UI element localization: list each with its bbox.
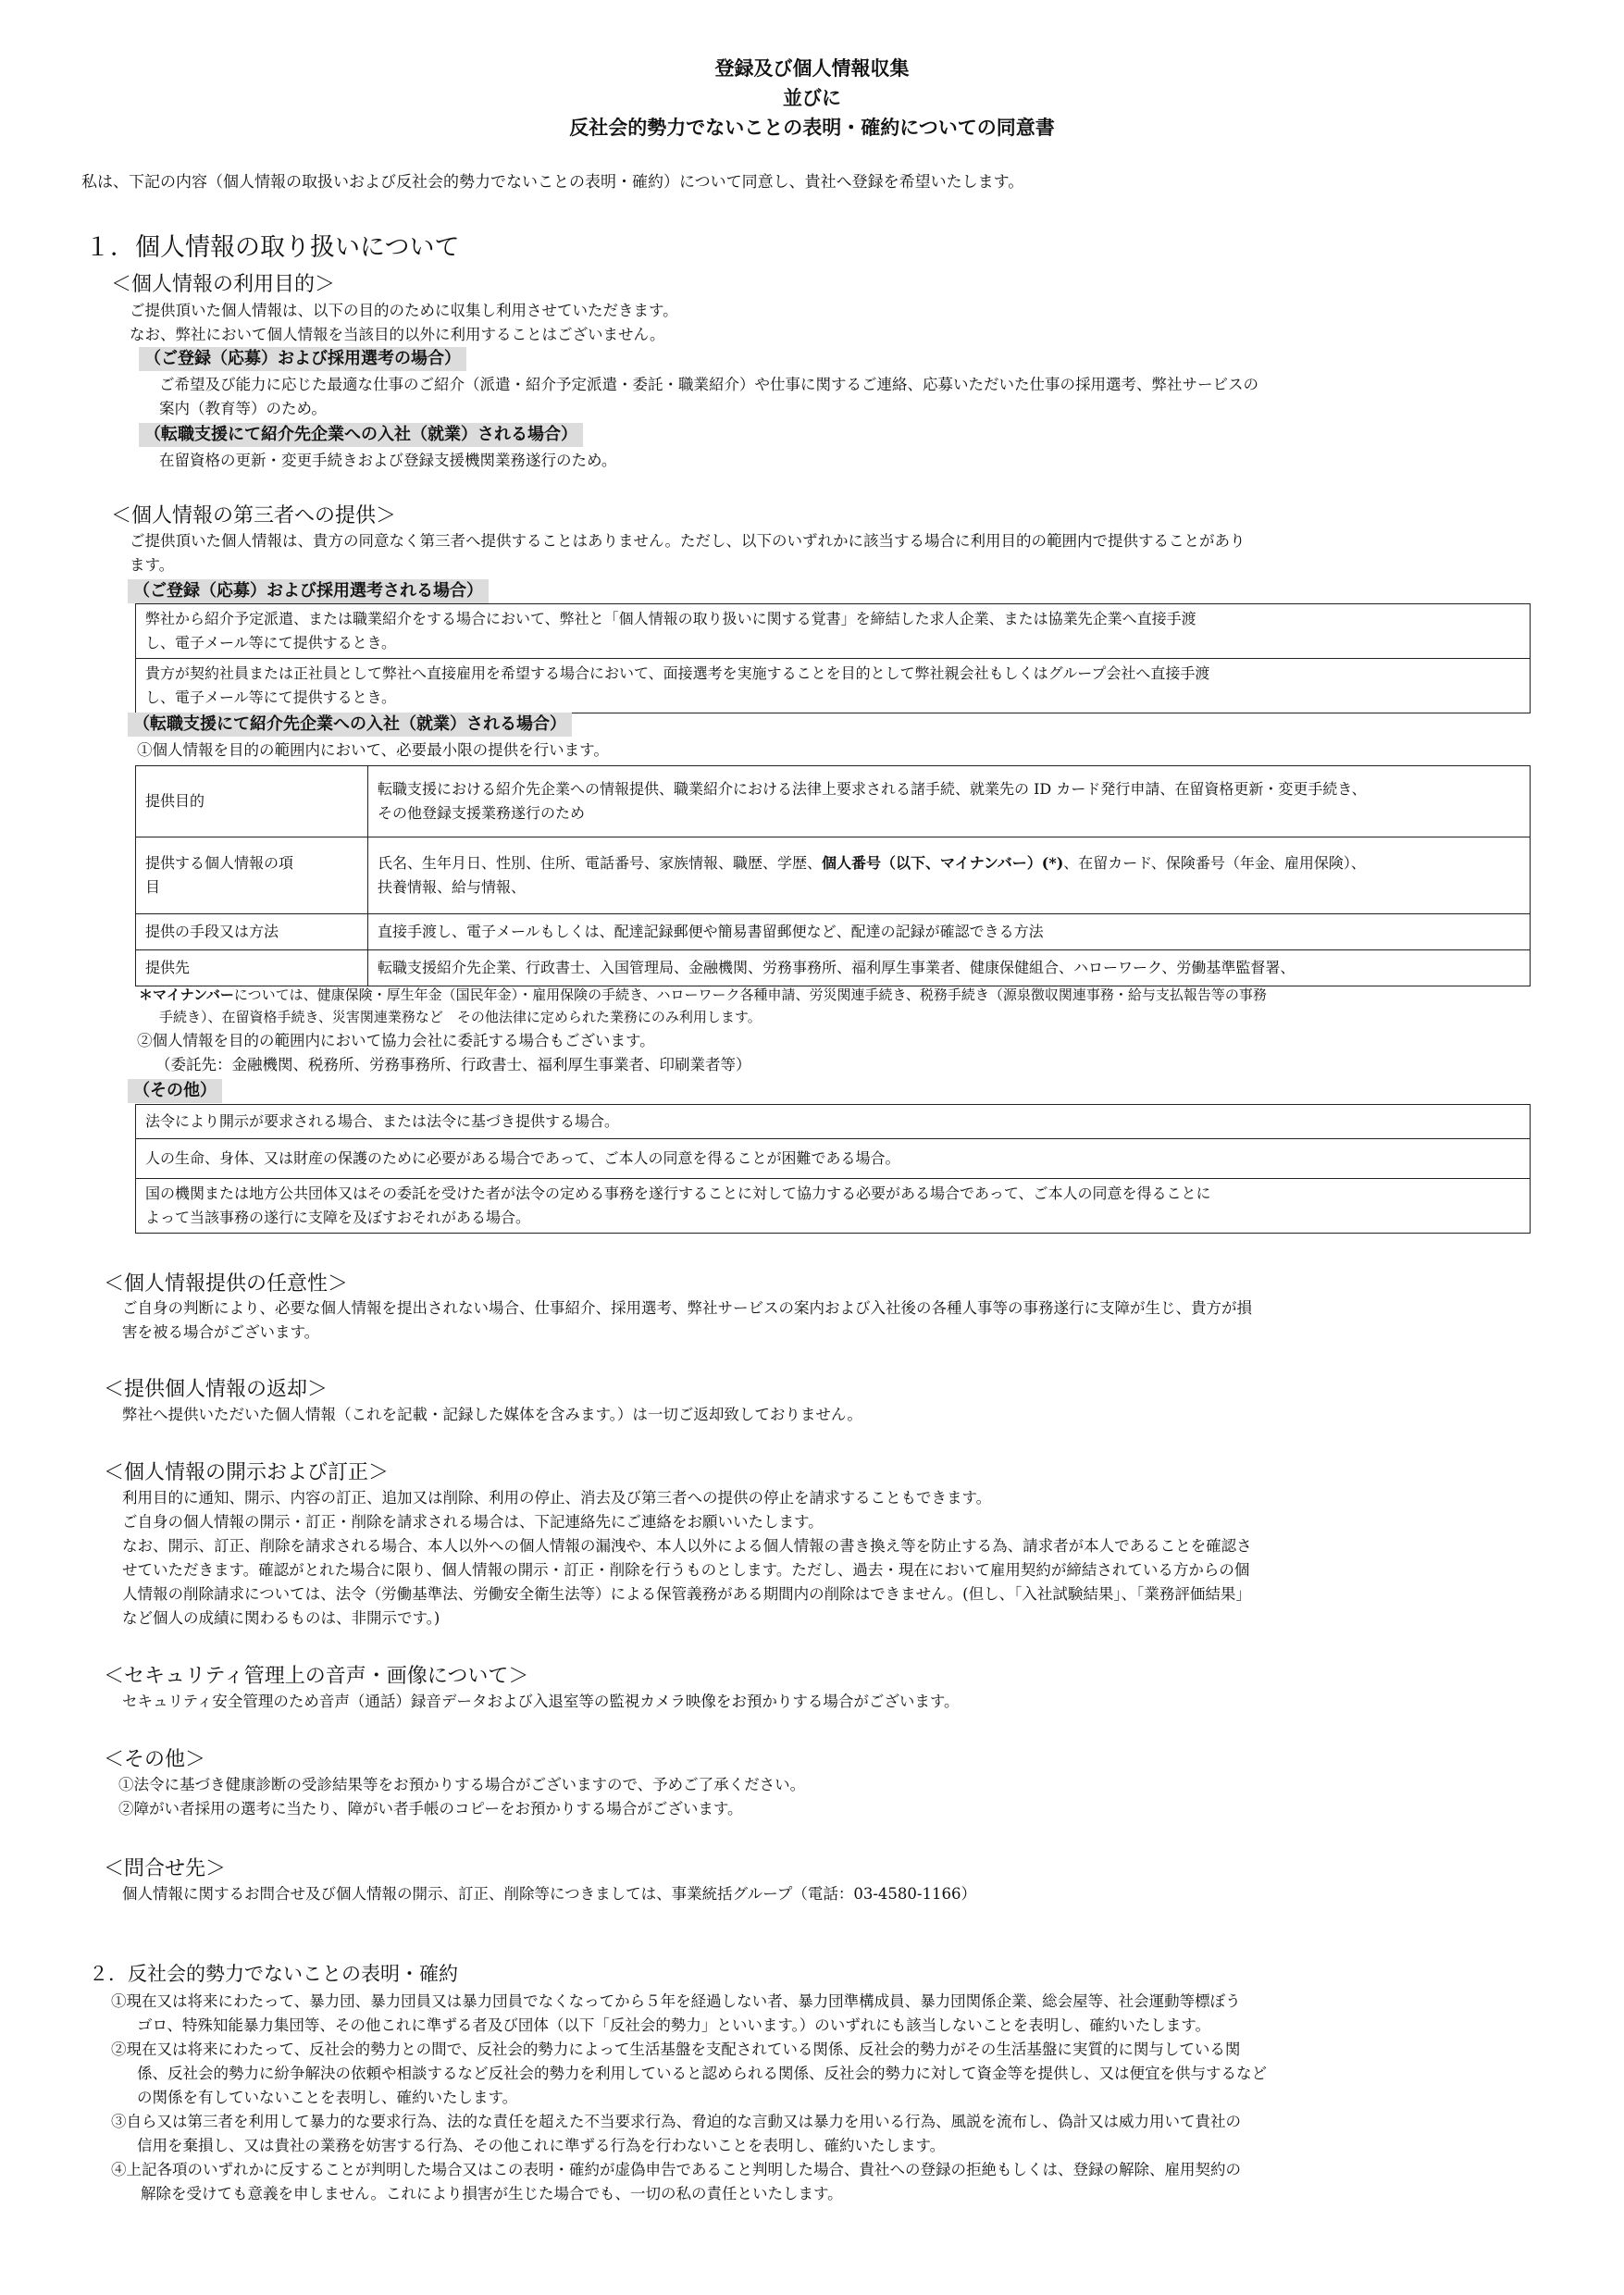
cell-line: 貴方が契約社員または正社員として弊社へ直接雇用を希望する場合において、面接選考を実施することを目的として弊社親会社もしくはグループ会社へ直接手渡: [145, 664, 1210, 682]
my-number-emphasis: 個人番号（以下、マイナンバー）(*): [822, 854, 1064, 872]
table-label-cell: 提供の手段又は方法: [136, 914, 368, 950]
other-provision-cell: [136, 1179, 1531, 1234]
purpose-text-2: なお、弊社において個人情報を当該目的以外に利用することはございません。: [130, 326, 665, 343]
purpose-sub-label-registration: （ご登録（応募）および採用選考の場合）: [139, 347, 466, 371]
contact-text: 個人情報に関するお問合せ及び個人情報の開示、訂正、削除等につきましては、事業統括グループ（電話：03-4580-1166）: [122, 1885, 976, 1903]
other-provision-row: [136, 1105, 1531, 1139]
table-label-cell: [136, 837, 368, 914]
voluntary-heading: ＜個人情報提供の任意性＞: [104, 1272, 349, 1296]
consign-text-2: （委託先：金融機関、税務所、労務事務所、行政書士、福利厚生事業者、印刷業者等）: [155, 1056, 751, 1073]
anti-social-item-4b: 解除を受けても意義を申しません。これにより損害が生じた場合でも、一切の私の責任といたします。: [141, 2185, 843, 2202]
cell-line: 転職支援における紹介先企業への情報提供、職業紹介における法律上要求される諸手続、就業先の ID カード発行申請、在留資格更新・変更手続き、: [378, 780, 1367, 798]
table-row: [136, 950, 1531, 986]
registration-provision-row: [136, 659, 1531, 713]
other-provision-cell: 人の生命、身体、又は財産の保護のために必要がある場合であって、ご本人の同意を得ることが困難である場合。: [136, 1139, 1531, 1179]
career-provision-intro: ①個人情報を目的の範囲内において、必要最小限の提供を行います。: [137, 741, 609, 759]
document-title: [0, 54, 1624, 143]
registration-provision-row: [136, 604, 1531, 659]
cell-line: 提供する個人情報の項: [145, 854, 294, 872]
disclosure-text-4: せていただきます。確認がとれた場合に限り、個人情報の開示・訂正・削除を行うものとします。ただし、過去・現在において雇用契約が締結されている方からの個: [122, 1561, 1250, 1579]
disclosure-text-3: なお、開示、訂正、削除を請求される場合、本人以外への個人情報の漏洩や、本人以外による個人情報の書き換え等を防止する為、請求者が本人であることを確認さ: [122, 1537, 1252, 1555]
third-party-heading: ＜個人情報の第三者への提供＞: [111, 504, 397, 527]
note-text: については、健康保険・厚生年金（国民年金）・雇用保険の手続き、ハローワーク各種申請、労災関連手続き、税務手続き（源泉徴収関連事務・給与支払報告等の事務: [233, 986, 1267, 1003]
table-label-cell: 提供先: [136, 950, 368, 986]
table-value-cell: 直接手渡し、電子メールもしくは、配達記録郵便や簡易書留郵便など、配達の記録が確認できる方法: [368, 914, 1531, 950]
third-party-sub-label-other: （その他）: [128, 1079, 222, 1103]
title-line-1: 登録及び個人情報収集: [714, 56, 910, 80]
registration-provision-cell: [136, 604, 1531, 659]
consign-text-1: ②個人情報を目的の範囲内において協力会社に委託する場合もございます。: [137, 1032, 655, 1049]
title-line-2: 並びに: [783, 86, 841, 109]
career-provision-table: [135, 765, 1531, 986]
purpose-sub-label-career: （転職支援にて紹介先企業への入社（就業）される場合）: [139, 423, 583, 447]
anti-social-item-3a: ③自ら又は第三者を利用して暴力的な要求行為、法的な責任を超えた不当要求行為、脅迫的な言動又は暴力を用いる行為、風説を流布し、偽計又は威力用いて貴社の: [111, 2113, 1241, 2130]
table-row: [136, 766, 1531, 837]
return-text-1: 弊社へ提供いただいた個人情報（これを記載・記録した媒体を含みます。）は一切ご返却致しておりません。: [122, 1406, 862, 1423]
anti-social-item-4a: ④上記各項のいずれかに反することが判明した場合又はこの表明・確約が虚偽申告であること判明した場合、貴社への登録の拒絶もしくは、登録の解除、雇用契約の: [111, 2161, 1241, 2178]
other-text-2: ②障がい者採用の選考に当たり、障がい者手帳のコピーをお預かりする場合がございます。: [118, 1800, 743, 1817]
anti-social-item-2b: 係、反社会的勢力に紛争解決の依頼や相談するなど反社会的勢力を利用していると認められる関係、反社会的勢力に対して資金等を提供し、又は便宜を供与するなど: [137, 2065, 1267, 2082]
disclosure-text-5: 人情報の削除請求については、法令（労働基準法、労働安全衛生法等）による保管義務がある期間内の削除はできません。(但し、「入社試験結果」、「業務評価結果」: [122, 1585, 1251, 1603]
registration-provision-cell: [136, 659, 1531, 713]
return-heading: ＜提供個人情報の返却＞: [104, 1378, 329, 1401]
title-line-3: 反社会的勢力でないことの表明・確約についての同意書: [569, 116, 1055, 139]
contact-heading: ＜問合せ先＞: [104, 1857, 227, 1880]
cell-line: 目: [145, 878, 161, 896]
other-provision-box: [135, 1104, 1531, 1234]
cell-line: 国の機関または地方公共団体又はその委託を受けた者が法令の定める事務を遂行することに対して協力する必要がある場合であって、ご本人の同意を得ることに: [145, 1185, 1211, 1202]
disclosure-heading: ＜個人情報の開示および訂正＞: [104, 1461, 390, 1484]
disclosure-text-2: ご自身の個人情報の開示・訂正・削除を請求される場合は、下記連絡先にご連絡をお願いいたします。: [122, 1513, 824, 1531]
table-label-cell: 提供目的: [136, 766, 368, 837]
anti-social-item-3b: 信用を棄損し、又は貴社の業務を妨害する行為、その他これに準ずる行為を行わないことを表明し、確約いたします。: [137, 2137, 946, 2154]
disclosure-text-6: など個人の成績に関わるものは、非開示です。): [122, 1609, 440, 1627]
security-heading: ＜セキュリティ管理上の音声・画像について＞: [104, 1665, 529, 1688]
table-row: [136, 914, 1531, 950]
purpose-text-1: ご提供頂いた個人情報は、以下の目的のために収集し利用させていただきます。: [130, 302, 678, 319]
table-value-cell: 転職支援紹介先企業、行政書士、入国管理局、金融機関、労務事務所、福利厚生事業者、健康保健組合、ハローワーク、労働基準監督署、: [368, 950, 1531, 986]
purpose-sub-text-3: 在留資格の更新・変更手続きおよび登録支援機関業務遂行のため。: [159, 452, 617, 469]
cell-line: 扶養情報、給与情報、: [378, 878, 527, 896]
cell-line: 弊社から紹介予定派遣、または職業紹介をする場合において、弊社と「個人情報の取り扱いに関する覚書」を締結した求人企業、または協業先企業へ直接手渡: [145, 610, 1196, 627]
cell-line: し、電子メール等にて提供するとき。: [145, 688, 397, 706]
other-provision-row: [136, 1179, 1531, 1234]
security-text-1: セキュリティ安全管理のため音声（通話）録音データおよび入退室等の監視カメラ映像をお預かりする場合がございます。: [122, 1693, 960, 1710]
registration-provision-box: [135, 603, 1531, 713]
cell-line: [378, 851, 1520, 875]
cell-line: し、電子メール等にて提供するとき。: [145, 634, 397, 651]
my-number-note-star: ＊マイナンバー: [139, 986, 234, 1003]
other-provision-cell: 法令により開示が要求される場合、または法令に基づき提供する場合。: [136, 1105, 1531, 1139]
other-heading: ＜その他＞: [104, 1748, 206, 1771]
cell-line: その他登録支援業務遂行のため: [378, 804, 586, 822]
table-value-cell: [368, 766, 1531, 837]
anti-social-item-2c: の関係を有していないことを表明し、確約いたします。: [137, 2089, 518, 2106]
section-2-heading: ２．反社会的勢力でないことの表明・確約: [89, 1963, 458, 1985]
voluntary-text-2: 害を被る場合がございます。: [122, 1323, 320, 1341]
purpose-sub-text-2: 案内（教育等）のため。: [159, 400, 327, 417]
cell-text: 氏名、生年月日、性別、住所、電話番号、家族情報、職歴、学歴、: [378, 854, 823, 872]
third-party-sub-label-career: （転職支援にて紹介先企業への入社（就業）される場合）: [128, 713, 572, 737]
table-row: [136, 837, 1531, 914]
my-number-note-1: [139, 984, 1267, 1006]
cell-text: 、在留カード、保険番号（年金、雇用保険）、: [1063, 854, 1366, 872]
intro-text: 私は、下記の内容（個人情報の取扱いおよび反社会的勢力でないことの表明・確約）について同意し、貴社へ登録を希望いたします。: [81, 173, 1024, 192]
purpose-heading: ＜個人情報の利用目的＞: [111, 273, 336, 296]
my-number-note-2: 手続き）、在留資格手続き、災害関連業務など その他法律に定められた業務にのみ利用します。: [159, 1009, 762, 1025]
purpose-sub-text-1: ご希望及び能力に応じた最適な仕事のご紹介（派遣・紹介予定派遣・委託・職業紹介）や仕事に関するご連絡、応募いただいた仕事の採用選考、弊社サービスの: [159, 376, 1258, 393]
cell-line: よって当該事務の遂行に支障を及ぼすおそれがある場合。: [145, 1209, 531, 1226]
table-value-cell: [368, 837, 1531, 914]
section-1-heading: １．個人情報の取り扱いについて: [85, 233, 460, 262]
anti-social-item-2a: ②現在又は将来にわたって、反社会的勢力との間で、反社会的勢力によって生活基盤を支配されている関係、反社会的勢力がその生活基盤に実質的に関与している関: [111, 2041, 1241, 2058]
anti-social-item-1a: ①現在又は将来にわたって、暴力団、暴力団員又は暴力団員でなくなってから５年を経過しない者、暴力団準構成員、暴力団関係企業、総会屋等、社会運動等標ぼう: [111, 1992, 1241, 2010]
other-text-1: ①法令に基づき健康診断の受診結果等をお預かりする場合がございますので、予めご了承ください。: [118, 1776, 806, 1793]
third-party-text-2: ます。: [130, 556, 175, 574]
disclosure-text-1: 利用目的に通知、開示、内容の訂正、追加又は削除、利用の停止、消去及び第三者への提供の停止を請求することもできます。: [122, 1489, 992, 1507]
voluntary-text-1: ご自身の判断により、必要な個人情報を提出されない場合、仕事紹介、採用選考、弊社サービスの案内および入社後の各種人事等の事務遂行に支障が生じ、貴方が損: [122, 1299, 1252, 1317]
anti-social-item-1b: ゴロ、特殊知能暴力集団等、その他これに準ずる者及び団体（以下「反社会的勢力」といいます。）のいずれにも該当しないことを表明し、確約いたします。: [137, 2016, 1210, 2034]
third-party-sub-label-registration: （ご登録（応募）および採用選考される場合）: [128, 579, 489, 603]
third-party-text-1: ご提供頂いた個人情報は、貴方の同意なく第三者へ提供することはありません。ただし、以下のいずれかに該当する場合に利用目的の範囲内で提供することがあり: [130, 532, 1246, 550]
other-provision-row: [136, 1139, 1531, 1179]
